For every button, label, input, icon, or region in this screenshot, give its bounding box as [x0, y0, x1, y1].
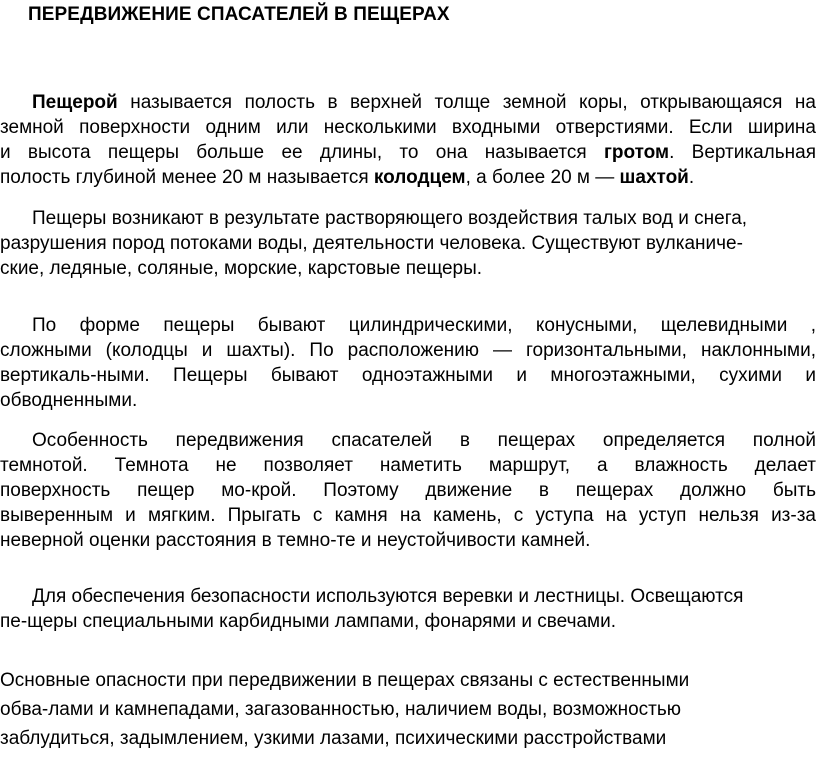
text-line [0, 90, 816, 115]
text-line: сложными (колодцы и шахты). По расположению — горизонтальными, наклонными, [0, 340, 816, 361]
text-span: . [688, 167, 695, 188]
text-line: заблудиться, задымлением, узкими лазами, психическими расстройствами [0, 728, 667, 749]
text-line: ские, ледяные, соляные, морские, карстовые пещеры. [0, 258, 483, 279]
text-line: Основные опасности при передвижении в пещерах связаны с естественными [0, 670, 690, 691]
text-line: темнотой. Темнота не позволяет наметить маршрут, а влажность делает [0, 455, 816, 476]
paragraph-movement [0, 428, 816, 553]
page-title: ПЕРЕДВИЖЕНИЕ СПАСАТЕЛЕЙ В ПЕЩЕРАХ [28, 4, 450, 25]
text-span: , а более 20 м — [465, 167, 620, 188]
text-line [0, 165, 816, 190]
text-span: . Вертикальная [669, 142, 816, 163]
term-cave: Пещерой [32, 92, 118, 113]
text-line: Пещеры возникают в результате растворяющего воздействия талых вод и снега, [32, 208, 748, 229]
text-line: вертикаль-ными. Пещеры бывают одноэтажными и многоэтажными, сухими и [0, 365, 816, 386]
term-shaft: шахтой [619, 167, 689, 188]
text-line: разрушения пород потоками воды, деятельности человека. Существуют вулканиче- [0, 233, 743, 254]
text-span: называется полость в верхней толще земной коры, открывающаяся на [117, 92, 816, 113]
paragraph-definition [0, 90, 816, 190]
text-line [0, 140, 816, 165]
text-line: По форме пещеры бывают цилиндрическими, конусными, щелевидными , [32, 315, 816, 336]
term-grotto: гротом [603, 142, 670, 163]
text-line: поверхность пещер мо-крой. Поэтому движение в пещерах должно быть [0, 480, 816, 501]
term-well: колодцем [373, 167, 466, 188]
text-line: неверной оценки расстояния в темно-те и неустойчивости камней. [0, 530, 591, 551]
text-span: и высота пещеры больше ее длины, то она называется [0, 142, 604, 163]
paragraph-origin [0, 206, 816, 281]
paragraph-forms [0, 313, 816, 413]
text-line: выверенным и мягким. Прыгать с камня на камень, с уступа на уступ нельзя из-за [0, 505, 816, 526]
paragraph-dangers [0, 668, 816, 751]
text-line: пе-щеры специальными карбидными лампами, фонарями и свечами. [0, 611, 617, 632]
text-span: полость глубиной менее 20 м называется [0, 167, 374, 188]
text-line: Особенность передвижения спасателей в пещерах определяется полной [32, 430, 816, 451]
text-line: земной поверхности одним или несколькими входными отверстиями. Если ширина [0, 117, 816, 138]
text-line: обва-лами и камнепадами, загазованностью, наличием воды, возможностью [0, 699, 681, 720]
text-line: обводненными. [0, 390, 138, 411]
paragraph-safety [0, 584, 816, 634]
text-line: Для обеспечения безопасности используются веревки и лестницы. Освещаются [32, 586, 744, 607]
